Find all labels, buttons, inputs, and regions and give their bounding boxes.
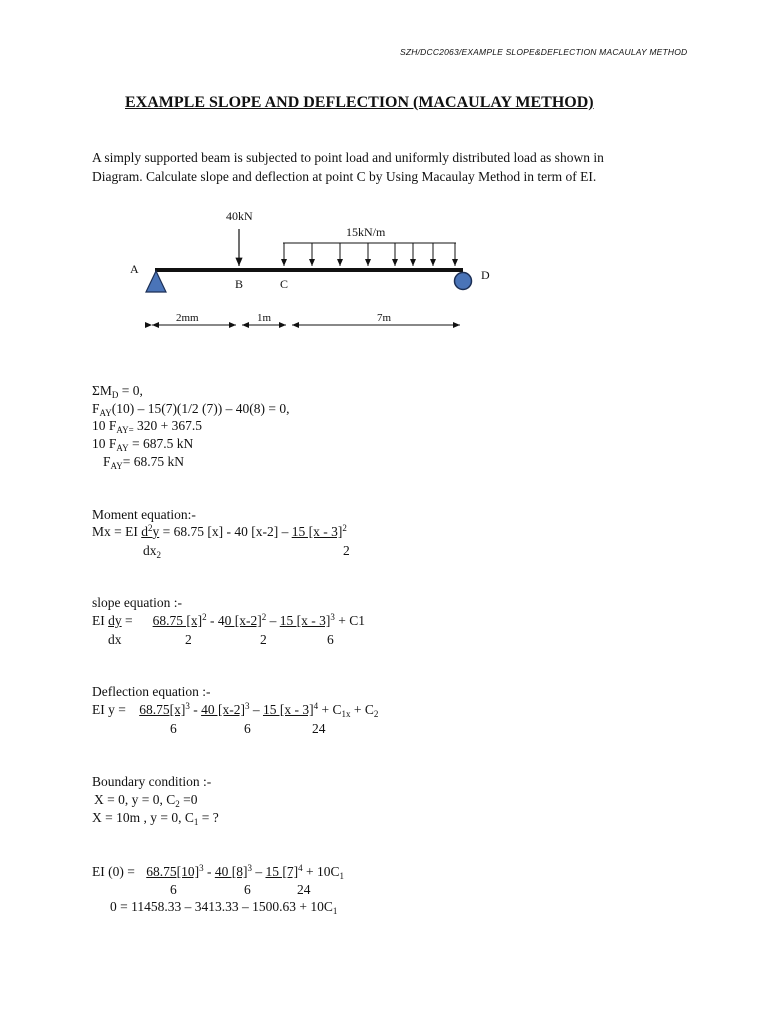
boundary-line-1: X = 0, y = 0, $C_2 =0$: [94, 792, 198, 809]
moment-denominator: 2: [343, 543, 350, 558]
slope-heading: slope equation :-: [92, 595, 182, 610]
beam-diagram: [0, 0, 768, 340]
deflection-den-1: 6: [170, 721, 177, 736]
solve-den-1: 6: [170, 882, 177, 897]
pin-support-a: [146, 271, 166, 292]
solve-equation: EI $(0) = 68.75[10]^3 - 40$ $[8]^3 - 15$ $[7]^4 + 10C_1$: [92, 863, 344, 881]
boundary-heading: Boundary condition :-: [92, 774, 212, 789]
equilibrium-line-5: $F_{AY}= 68.75$ kN: [103, 454, 184, 471]
label-c: C: [280, 277, 289, 291]
roller-support-d: [455, 273, 472, 290]
solve-result: $0 = 11458.33 - 3413.33 - 1500.63 + 10C_1$: [110, 899, 338, 916]
slope-den-3: 6: [327, 632, 334, 647]
moment-equation: Mx = EI $d^2y = 68.75$ [x] - 40 [x-2] – 15 [x - 3]$^2$: [92, 523, 347, 539]
intro-line-2: Diagram. Calculate slope and deflection at point C by Using Macaulay Method in term of EI.: [92, 169, 597, 184]
dim-cd: 7m: [377, 312, 392, 324]
label-b: B: [235, 277, 244, 291]
label-d: D: [481, 268, 490, 282]
moment-heading: Moment equation:-: [92, 507, 196, 522]
deflection-equation: EI $y = 68.75[x]^3 - 40$ $[x-2]^3 - 15$ $[x - 3]^4 + C_{1x} + C_2$: [92, 701, 379, 719]
udl-label: 15kN/m: [346, 225, 386, 239]
boundary-line-2: X = 10m , y = 0, $C_1$ = ?: [92, 810, 219, 827]
page-title: EXAMPLE SLOPE AND DEFLECTION (MACAULAY METHOD): [125, 94, 594, 111]
dim-bc: 1m: [257, 312, 272, 324]
label-a: A: [130, 262, 139, 276]
moment-dx: $dx_2$: [143, 543, 161, 560]
equilibrium-line-4: 10 $F_{AY} = 687.5$ kN: [92, 436, 194, 453]
deflection-den-3: 24: [312, 721, 326, 736]
deflection-heading: Deflection equation :-: [92, 684, 211, 699]
slope-den-1: 2: [185, 632, 192, 647]
slope-dx: dx: [108, 632, 122, 647]
udl-arrows: [284, 243, 455, 266]
solve-den-3: 24: [297, 882, 311, 897]
point-load-label: 40kN: [226, 209, 253, 223]
document-header: SZH/DCC2063/EXAMPLE SLOPE&DEFLECTION MACAULAY METHOD: [400, 47, 688, 57]
solve-den-2: 6: [244, 882, 251, 897]
equilibrium-line-3: 10 $F_{AY=}$ 320 + 367.5: [92, 418, 203, 435]
beam: [155, 268, 463, 272]
dim-ab: 2mm: [176, 312, 199, 324]
intro-line-1: A simply supported beam is subjected to point load and uniformly distributed load as shown in: [92, 150, 604, 165]
slope-equation: EI dy = 68.75 $[x]^2 - 40$ $[x-2]^2 - 15$ [x - 3]$^3$ + C1: [92, 612, 365, 628]
deflection-den-2: 6: [244, 721, 251, 736]
sum-moments-line: $\Sigma M_D = 0$,: [92, 383, 143, 400]
slope-den-2: 2: [260, 632, 267, 647]
equilibrium-line-2: $F_{AY}(10) - 15(7)(1/2$ (7)) – 40(8) = 0,: [92, 401, 290, 418]
